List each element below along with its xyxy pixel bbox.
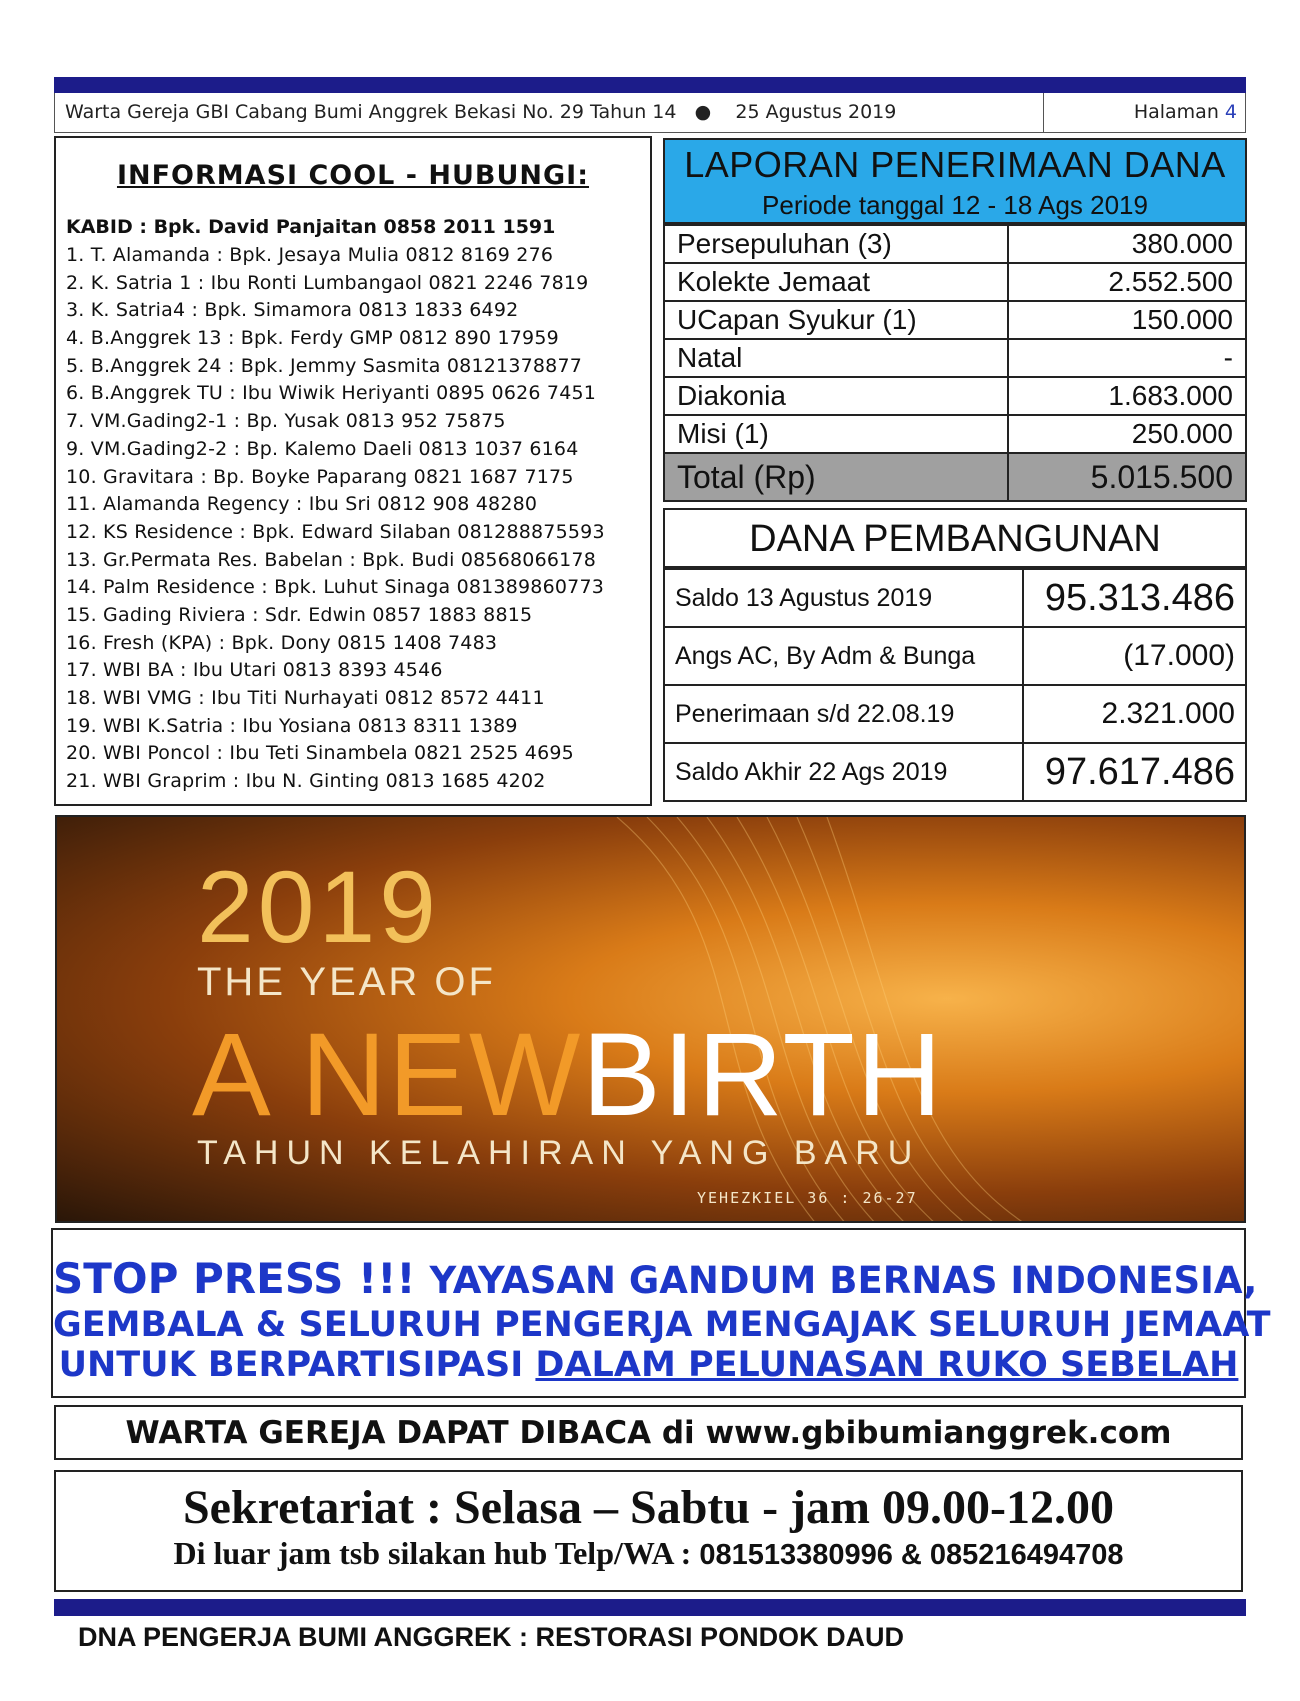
- row-label: Kolekte Jemaat: [664, 263, 1008, 301]
- laporan-period: Periode tanggal 12 - 18 Ags 2019: [762, 190, 1148, 220]
- row-value: 95.313.486: [1023, 569, 1246, 627]
- table-row: [664, 377, 1246, 415]
- contact-item: 10. Gravitara : Bp. Boyke Paparang 0821 1687 7175: [66, 465, 574, 488]
- total-value: 5.015.500: [1008, 453, 1246, 501]
- kabid-line: KABID : Bpk. David Panjaitan 0858 2011 1591: [66, 216, 556, 238]
- sekretariat-contact: [56, 1535, 1241, 1572]
- banner-birth: BIRTH: [582, 1009, 944, 1141]
- contact-item: 6. B.Anggrek TU : Ibu Wiwik Heriyanti 0895 0626 7451: [66, 382, 597, 405]
- page-number-label: [1134, 101, 1237, 123]
- total-row: [664, 453, 1246, 501]
- sekretariat-hours: Sekretariat : Selasa – Sabtu - jam 09.00-12.00: [182, 1481, 1115, 1534]
- contact-item: 20. WBI Poncol : Ibu Teti Sinambela 0821 2525 4695: [66, 742, 574, 765]
- total-label: Total (Rp): [664, 453, 1008, 501]
- stop-press-line-1: [53, 1254, 1258, 1303]
- page-header: [54, 93, 1246, 133]
- table-row: [664, 415, 1246, 453]
- contact-item: 21. WBI Graprim : Ibu N. Ginting 0813 1685 4202: [66, 770, 546, 793]
- header-date: 25 Agustus 2019: [735, 101, 897, 123]
- row-label: Saldo Akhir 22 Ags 2019: [664, 743, 1023, 801]
- footer-motto: DNA PENGERJA BUMI ANGGREK : RESTORASI PONDOK DAUD: [78, 1622, 905, 1652]
- stop-press-line-3: [53, 1345, 1244, 1385]
- sekretariat-contact-text: Di luar jam tsb silakan hub Telp/WA :: [173, 1535, 692, 1571]
- row-value: 2.552.500: [1008, 263, 1246, 301]
- contact-item: 1. T. Alamanda : Bpk. Jesaya Mulia 0812 8169 276: [66, 244, 554, 266]
- table-row: [664, 627, 1246, 685]
- stop-press-line-2: GEMBALA & SELURUH PENGERJA MENGAJAK SELURUH JEMAAT: [53, 1305, 1271, 1345]
- page-label: Halaman: [1133, 101, 1219, 123]
- sekretariat-phones: 081513380996 & 085216494708: [699, 1539, 1124, 1571]
- row-label: Angs AC, By Adm & Bunga: [664, 627, 1023, 685]
- row-value: 2.321.000: [1023, 685, 1246, 743]
- stop-press-box: [51, 1228, 1271, 1398]
- row-label: UCapan Syukur (1): [664, 301, 1008, 339]
- row-label: Misi (1): [664, 415, 1008, 453]
- row-value: (17.000): [1023, 627, 1246, 685]
- footer-bar: [54, 1599, 1246, 1616]
- contact-item: 4. B.Anggrek 13 : Bpk. Ferdy GMP 0812 890 17959: [66, 327, 559, 350]
- table-row: [664, 339, 1246, 377]
- header-title-line: [65, 101, 896, 123]
- row-label: Persepuluhan (3): [664, 225, 1008, 263]
- row-value: 250.000: [1008, 415, 1246, 453]
- contacts-title: INFORMASI COOL - HUBUNGI:: [116, 160, 590, 191]
- contact-item: 13. Gr.Permata Res. Babelan : Bpk. Budi 08568066178: [66, 548, 597, 571]
- table-row: [664, 569, 1246, 627]
- contact-item: 14. Palm Residence : Bpk. Luhut Sinaga 081389860773: [66, 576, 605, 599]
- header-bullet: ●: [694, 101, 712, 123]
- year-theme-banner: [55, 815, 1246, 1223]
- table-row: [664, 263, 1246, 301]
- table-row: [664, 743, 1246, 801]
- banner-the-year-of: THE YEAR OF: [197, 960, 496, 1004]
- contact-item: 3. K. Satria4 : Bpk. Simamora 0813 1833 6492: [66, 299, 519, 322]
- stop-press-line-3a: UNTUK BERPARTISIPASI: [58, 1345, 524, 1385]
- row-label: Natal: [664, 339, 1008, 377]
- contact-item: 19. WBI K.Satria : Ibu Yosiana 0813 8311 1389: [66, 714, 518, 737]
- stop-press-line-3b: DALAM PELUNASAN RUKO SEBELAH: [535, 1345, 1239, 1385]
- stop-press-org: YAYASAN GANDUM BERNAS INDONESIA,: [429, 1259, 1258, 1302]
- row-value: 380.000: [1008, 225, 1246, 263]
- cool-contact-box: [54, 136, 652, 806]
- contact-item: 9. VM.Gading2-2 : Bp. Kalemo Daeli 0813 1037 6164: [66, 437, 579, 460]
- row-value: 150.000: [1008, 301, 1246, 339]
- contact-item: 5. B.Anggrek 24 : Bpk. Jemmy Sasmita 08121378877: [66, 354, 583, 377]
- header-divider: [1043, 93, 1044, 132]
- stop-press-lead: STOP PRESS !!!: [53, 1254, 416, 1303]
- banner-subtitle: TAHUN KELAHIRAN YANG BARU: [197, 1134, 921, 1172]
- laporan-header: [663, 138, 1247, 224]
- banner-verse: YEHEZKIEL 36 : 26-27: [697, 1189, 918, 1207]
- laporan-title: LAPORAN PENERIMAAN DANA: [684, 144, 1226, 185]
- header-top-bar: [54, 77, 1246, 93]
- dana-table: [663, 568, 1247, 802]
- contact-item: 2. K. Satria 1 : Ibu Ronti Lumbangaol 0821 2246 7819: [66, 271, 589, 294]
- header-title: Warta Gereja GBI Cabang Bumi Anggrek Bekasi No. 29 Tahun 14: [65, 101, 677, 123]
- laporan-table: [663, 224, 1247, 502]
- contact-item: 18. WBI VMG : Ibu Titi Nurhayati 0812 8572 4411: [66, 687, 545, 709]
- website-notice: WARTA GEREJA DAPAT DIBACA di www.gbibumianggrek.com: [54, 1405, 1243, 1460]
- contact-item: 12. KS Residence : Bpk. Edward Silaban 081288875593: [66, 520, 605, 543]
- row-value: 1.683.000: [1008, 377, 1246, 415]
- contact-item: 7. VM.Gading2-1 : Bp. Yusak 0813 952 75875: [66, 410, 506, 433]
- contact-list: [66, 242, 605, 796]
- contact-item: 17. WBI BA : Ibu Utari 0813 8393 4546: [66, 659, 443, 682]
- row-label: Diakonia: [664, 377, 1008, 415]
- row-value: -: [1008, 339, 1246, 377]
- dana-title: DANA PEMBANGUNAN: [663, 508, 1247, 568]
- banner-a-new: A NEW: [192, 1009, 583, 1141]
- sekretariat-box: [54, 1470, 1243, 1592]
- row-label: Penerimaan s/d 22.08.19: [664, 685, 1023, 743]
- page-number: 4: [1224, 101, 1237, 123]
- row-value: 97.617.486: [1023, 743, 1246, 801]
- table-row: [664, 685, 1246, 743]
- table-row: [664, 301, 1246, 339]
- contact-item: 16. Fresh (KPA) : Bpk. Dony 0815 1408 7483: [66, 631, 498, 654]
- contact-item: 15. Gading Riviera : Sdr. Edwin 0857 1883 8815: [66, 603, 533, 626]
- banner-year: 2019: [197, 850, 440, 964]
- table-row: [664, 225, 1246, 263]
- contact-item: 11. Alamanda Regency : Ibu Sri 0812 908 48280: [66, 493, 538, 516]
- row-label: Saldo 13 Agustus 2019: [664, 569, 1023, 627]
